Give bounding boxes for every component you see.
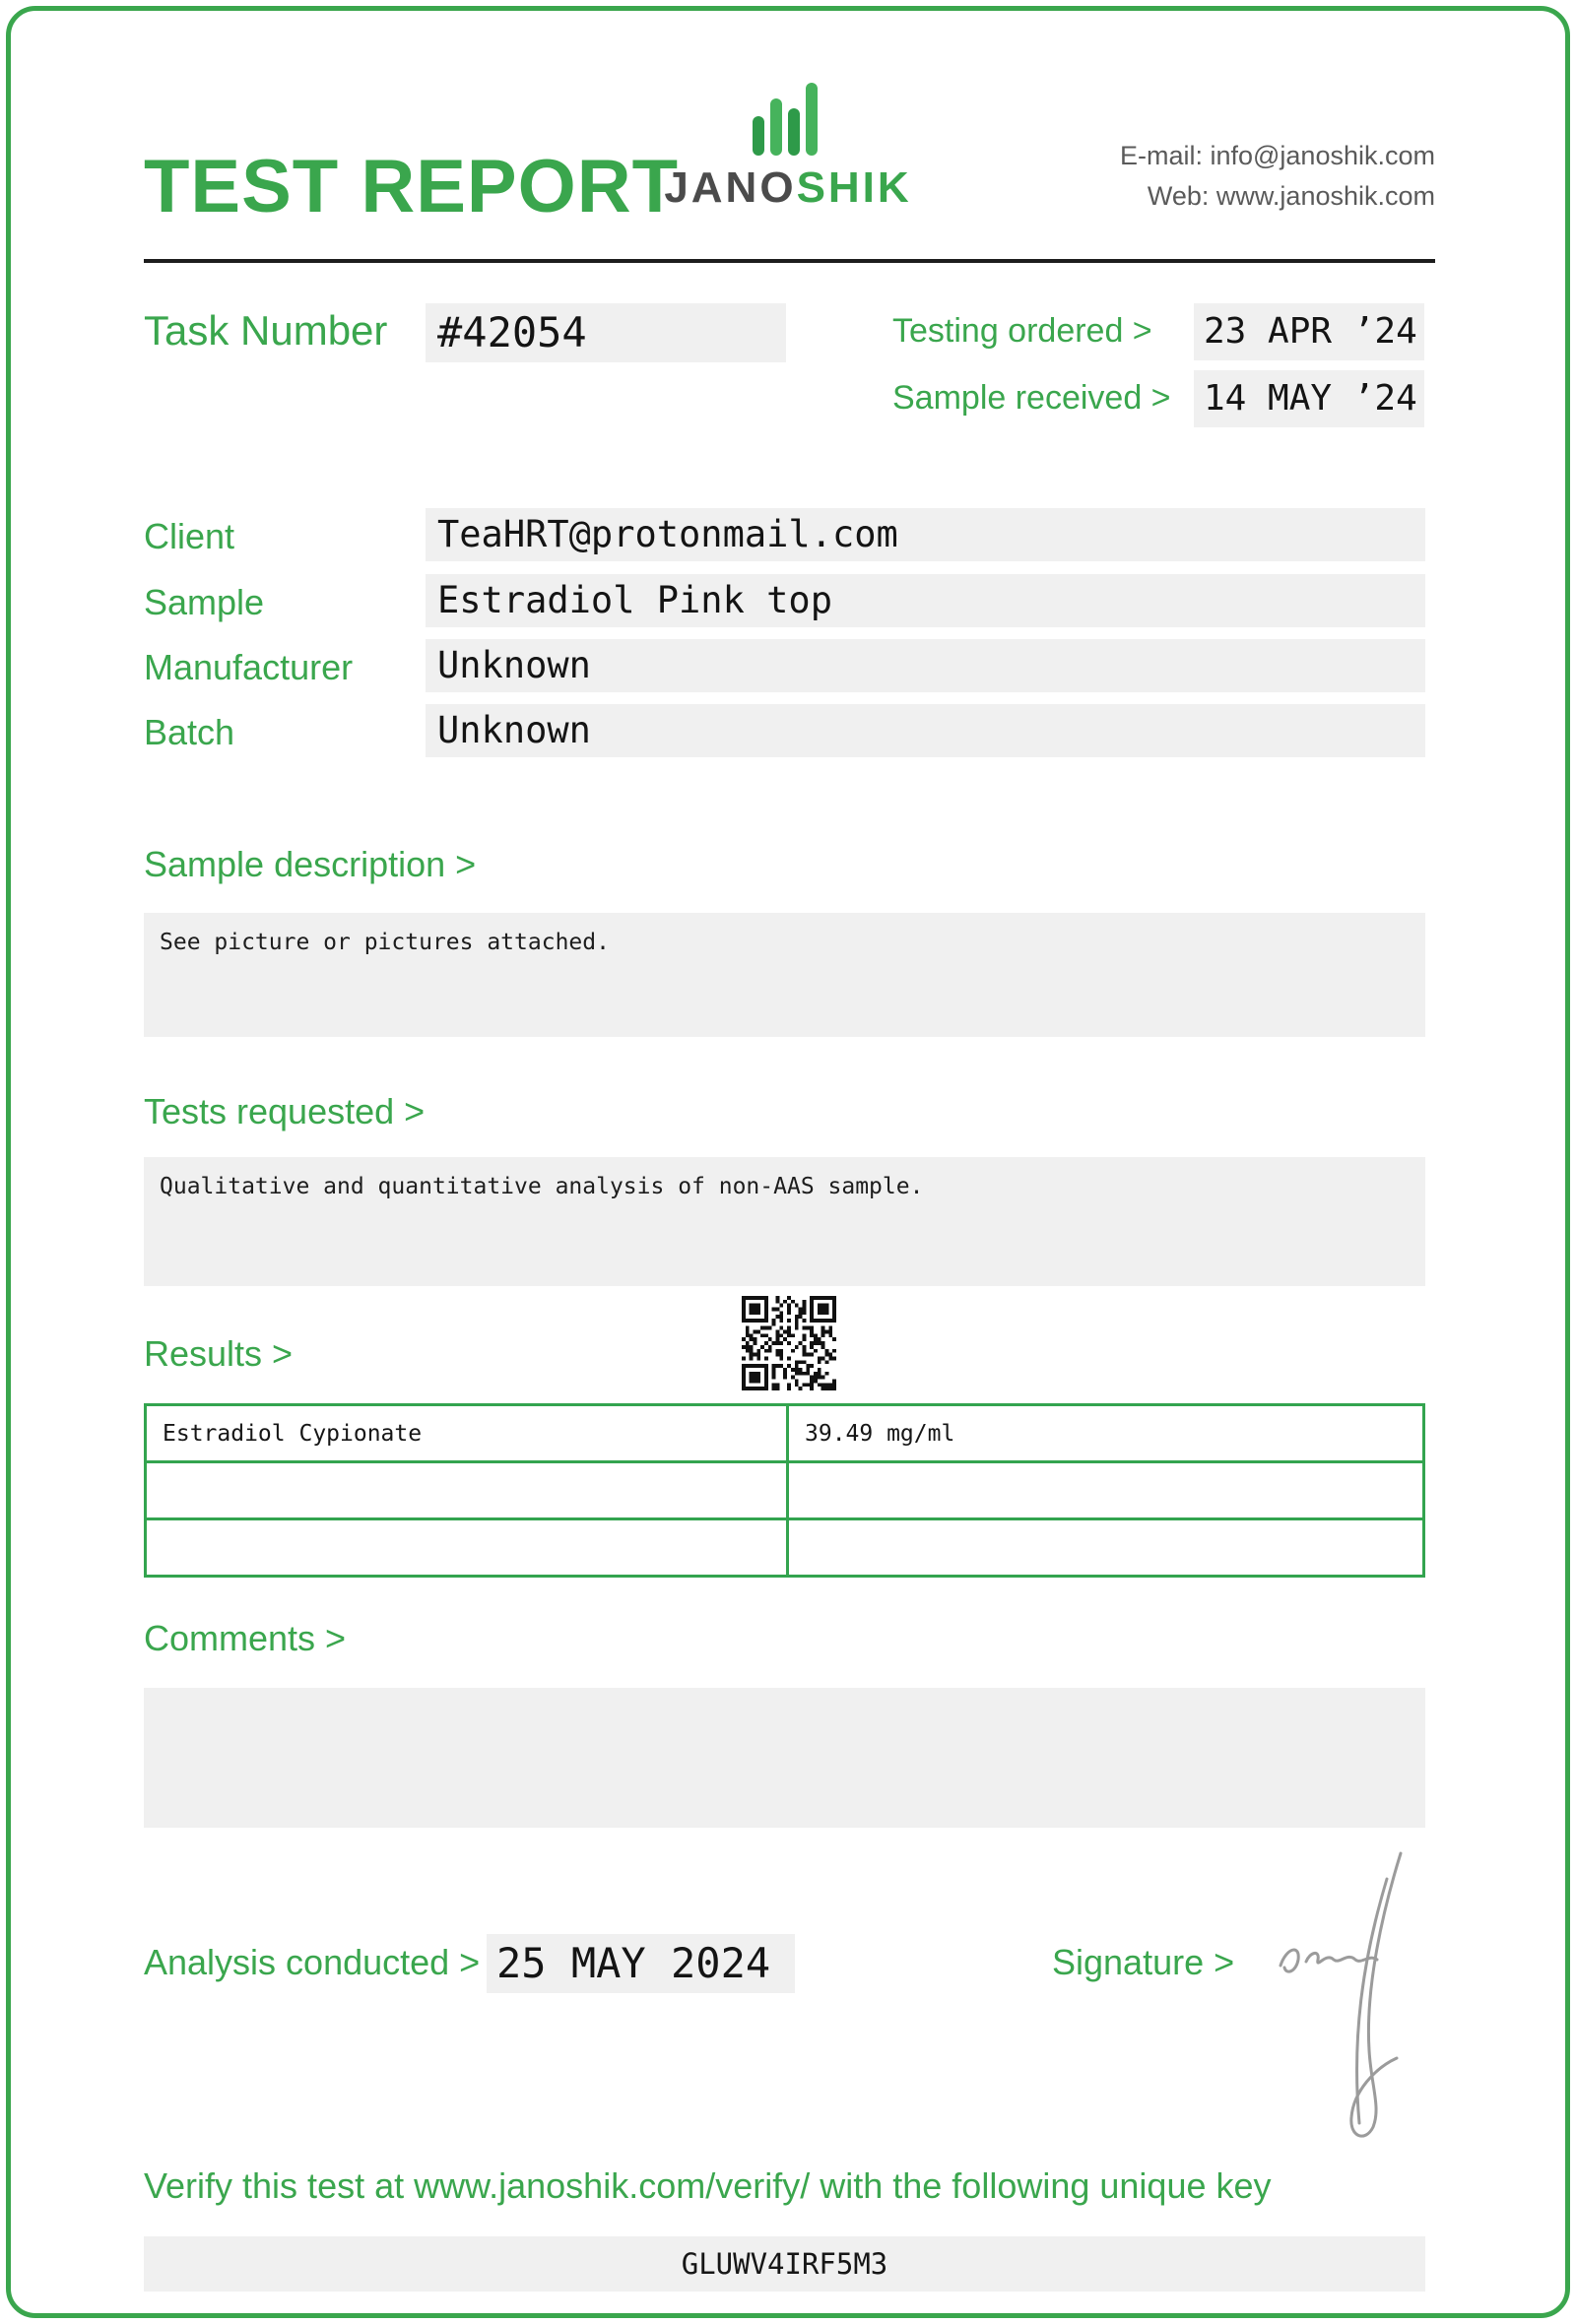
signature-label: Signature > [1052,1942,1235,1982]
janoshik-bars-icon [747,81,829,162]
result-substance [146,1519,788,1577]
signature-handwriting [1261,1849,1423,2150]
client-label: Client [144,516,235,556]
contact-block [1120,136,1435,217]
testing-ordered-label: Testing ordered > [892,312,1152,350]
sample-label: Sample [144,582,265,622]
logo-text-jano: JANO [664,163,797,212]
result-amount [788,1462,1424,1519]
comments-heading: Comments > [144,1618,347,1658]
manufacturer-value: Unknown [426,639,1425,692]
analysis-conducted-date: 25 MAY 2024 [487,1934,795,1993]
result-substance [146,1462,788,1519]
task-number-value: #42054 [426,303,786,362]
sample-received-label: Sample received > [892,379,1171,417]
batch-label: Batch [144,712,235,752]
task-number-label: Task Number [144,307,388,354]
result-amount [788,1519,1424,1577]
contact-web: Web: www.janoshik.com [1147,181,1435,211]
sample-description-box: See picture or pictures attached. [144,913,1425,1037]
tests-requested-heading: Tests requested > [144,1091,426,1131]
unique-key: GLUWV4IRF5M3 [144,2236,1425,2292]
tests-requested-box: Qualitative and quantitative analysis of non-AAS sample. [144,1157,1425,1286]
manufacturer-label: Manufacturer [144,647,354,687]
report-title: TEST REPORT [144,145,680,228]
results-row [146,1462,1424,1519]
results-row [146,1405,1424,1462]
janoshik-logotype [664,163,911,213]
analysis-conducted-label: Analysis conducted > [144,1942,481,1982]
header-divider [144,259,1435,263]
contact-email: E-mail: info@janoshik.com [1119,141,1435,170]
result-substance: Estradiol Cypionate [146,1405,788,1462]
batch-value: Unknown [426,704,1425,757]
sample-received-date: 14 MAY ’24 [1194,370,1424,427]
client-value: TeaHRT@protonmail.com [426,508,1425,561]
results-row [146,1519,1424,1577]
qr-code [742,1296,836,1390]
sample-description-heading: Sample description > [144,844,477,884]
testing-ordered-date: 23 APR ’24 [1194,303,1424,360]
results-heading: Results > [144,1333,294,1374]
results-table [144,1403,1425,1578]
logo-text-shik: SHIK [796,163,912,212]
sample-value: Estradiol Pink top [426,574,1425,627]
comments-box [144,1688,1425,1828]
verify-instruction: Verify this test at www.janoshik.com/verify/ with the following unique key [144,2165,1272,2206]
result-amount: 39.49 mg/ml [788,1405,1424,1462]
